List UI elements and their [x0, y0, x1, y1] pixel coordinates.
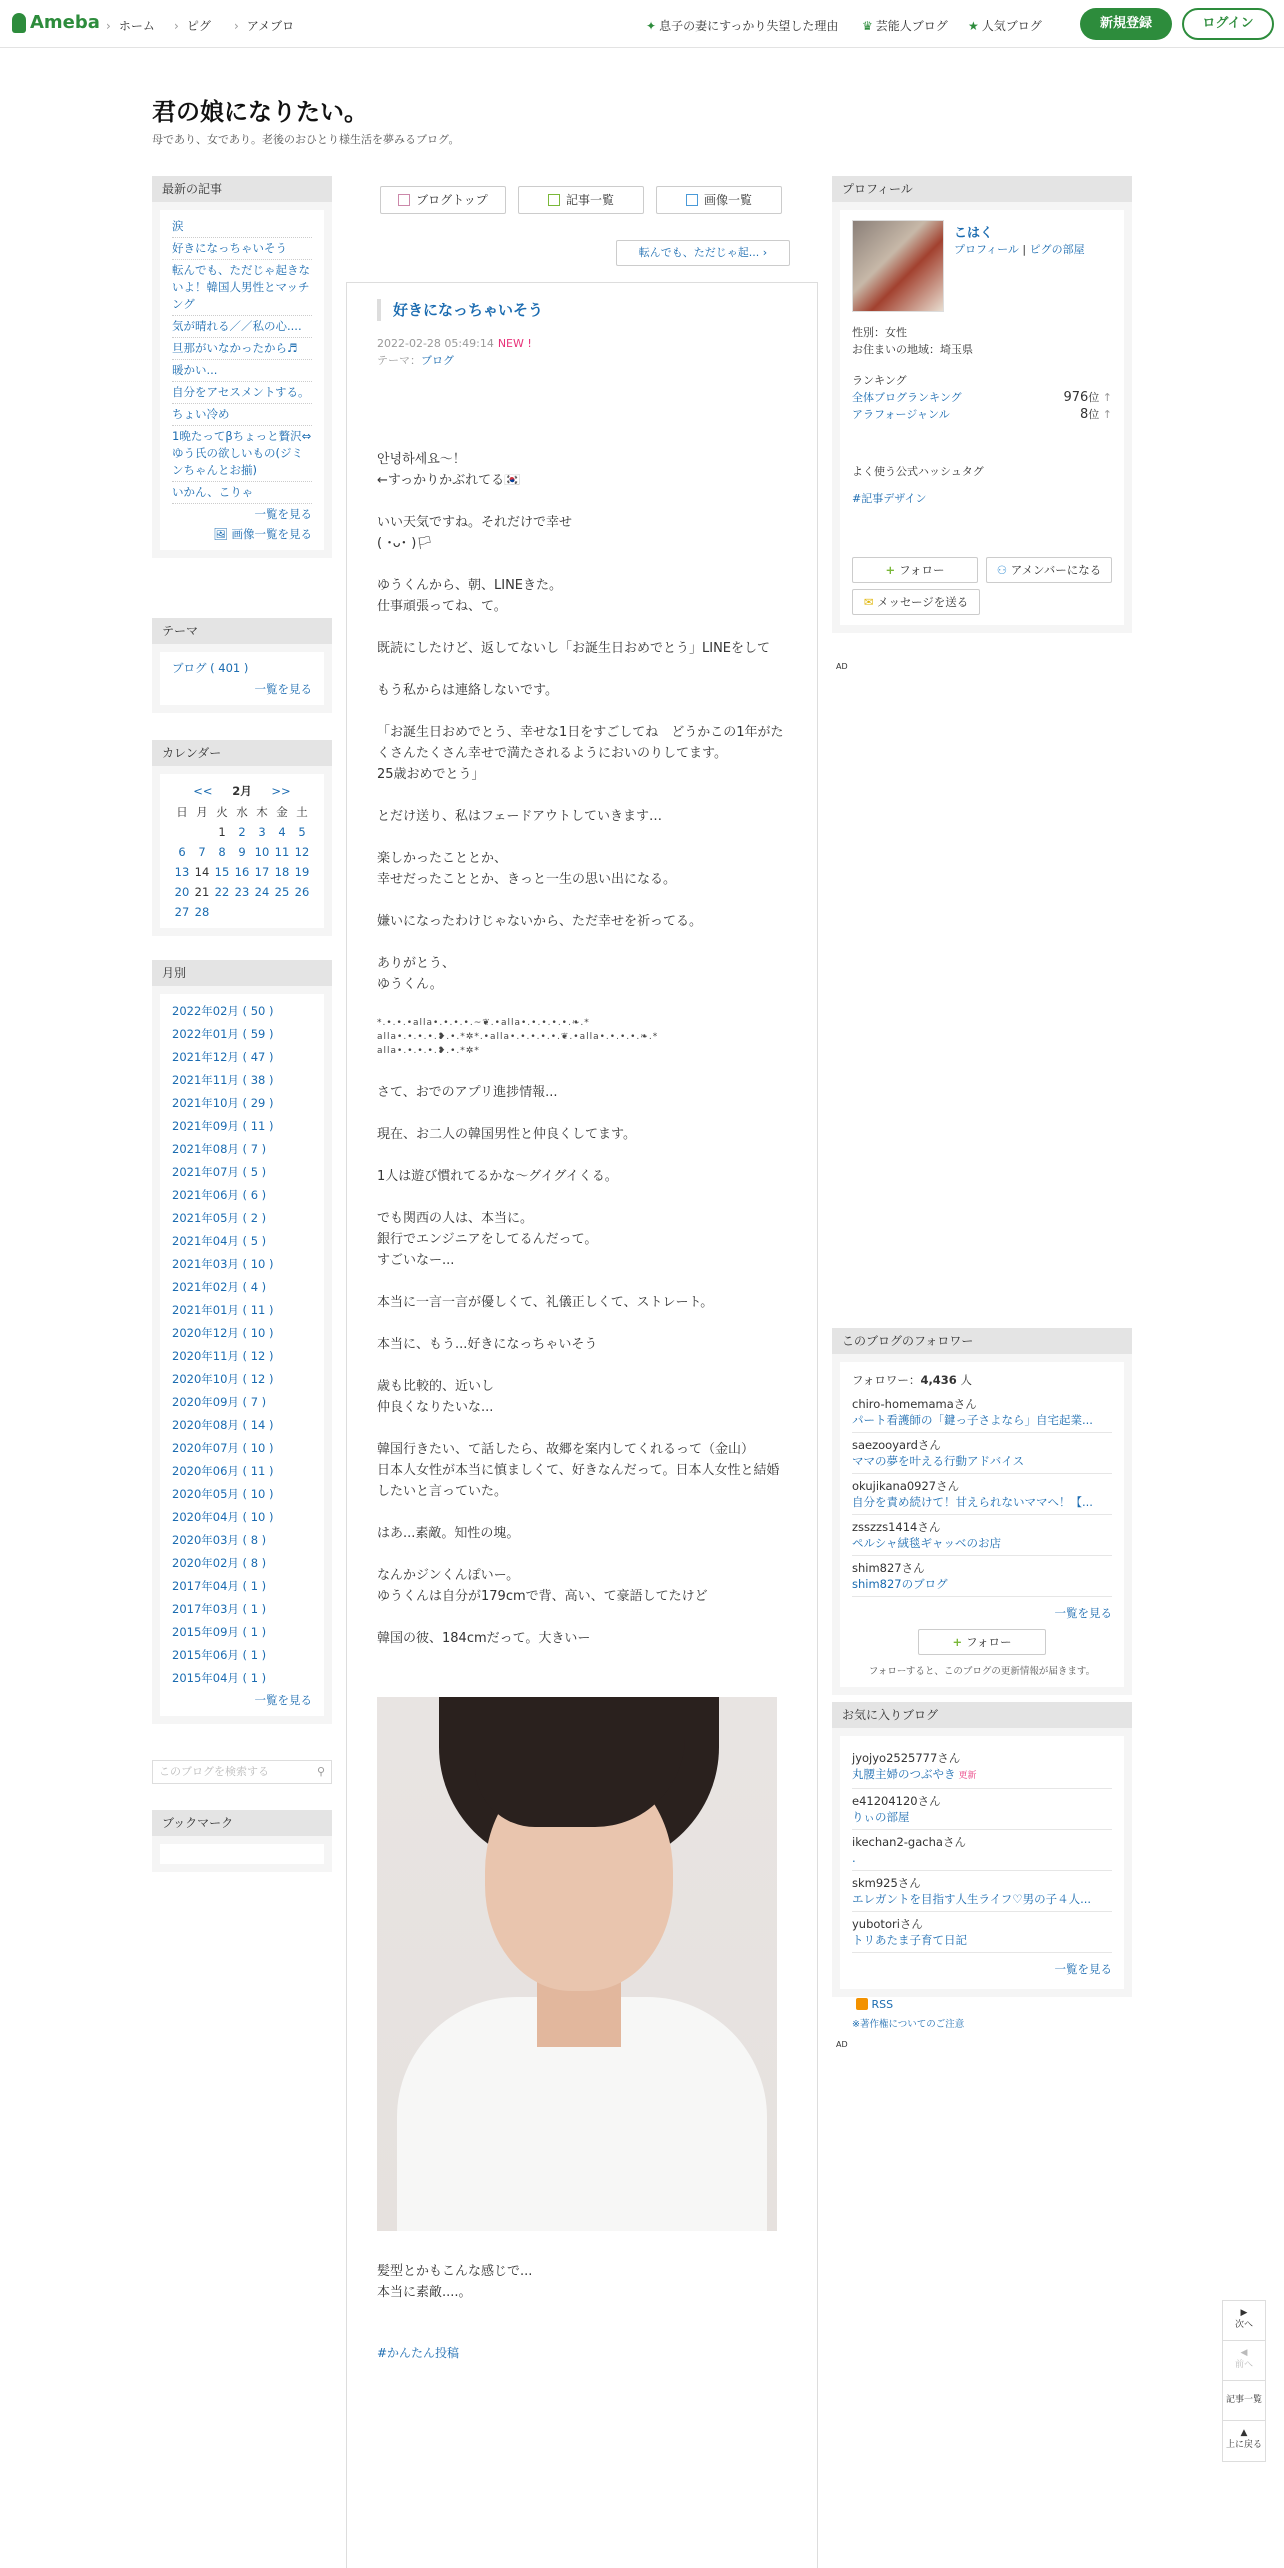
bookmark-heading: ブックマーク — [152, 1810, 332, 1836]
calendar-day[interactable]: 25 — [274, 885, 290, 899]
monthly-link[interactable]: 2020年05月 ( 10 ) — [172, 1487, 274, 1501]
mail-icon: ✉ — [863, 595, 877, 609]
recent-article-link[interactable]: 旦那がいなかったから♬ — [172, 338, 312, 360]
monthly-link[interactable]: 2020年02月 ( 8 ) — [172, 1556, 267, 1570]
ad-label-2: AD — [836, 2040, 848, 2049]
tab-article-list-label: 記事一覧 — [565, 193, 614, 207]
paragraph-text: 歳も比較的、近いし 仲良くなりたいな... — [377, 1379, 495, 1415]
calendar-day[interactable]: 23 — [234, 885, 250, 899]
follower-name: chiro-homemamaさん — [852, 1397, 977, 1411]
calendar-day[interactable]: 2 — [238, 825, 246, 839]
favorite-heading: お気に入りブログ — [832, 1702, 1132, 1728]
theme-more-link[interactable]: 一覧を見る — [254, 682, 312, 696]
recent-article-link[interactable]: 暖かい... — [172, 360, 312, 382]
article-title[interactable]: 好きになっちゃいそう — [377, 299, 787, 321]
paragraph-text: 韓国行きたい、て話したら、故郷を案内してくれるって（金山） 日本人女性が本当に慎ましくて、好きなんだって。日本人女性と結婚したいと言っていた。 — [377, 1442, 780, 1499]
article-paragraph — [377, 638, 787, 659]
article — [346, 282, 818, 2568]
follower-name: saezooyardさん — [852, 1438, 941, 1452]
calendar-day[interactable]: 7 — [198, 845, 206, 859]
recent-articles-box — [152, 176, 332, 558]
favorite-item — [852, 1789, 1112, 1830]
thanks-text: ありがとう、 ゆうくん。 — [377, 956, 456, 992]
monthly-link[interactable]: 2017年04月 ( 1 ) — [172, 1579, 267, 1593]
decorative-divider: *.•.•.•alla•.•.•.•.~❦.•alla•.•.•.•.•.❧.* alla•.•.•.•.❥.•.*✲*.•alla•.•.•.•.•.❦.•alla•.•.•.•.❧.* alla•.•.•.•.❥.•.*✲* — [377, 1018, 659, 1056]
article-paragraph — [377, 512, 787, 554]
rss-link[interactable] — [856, 1998, 893, 2011]
followers-count: 4,436 — [920, 1373, 957, 1387]
rank-genre-link[interactable]: アラフォージャンル — [852, 408, 950, 421]
paragraph-text: 嫌いになったわけじゃないから、ただ幸せを祈ってる。 — [377, 914, 703, 929]
recent-article-link[interactable]: 気が晴れる／／私の心.... — [172, 316, 312, 338]
theme-heading: テーマ — [152, 618, 332, 644]
follow-note: フォローすると、このブログの更新情報が届きます。 — [868, 1666, 1096, 1677]
article-paragraphs-1 — [377, 449, 787, 932]
recent-article-link[interactable]: 転んでも、ただじゃ起きないよ！韓国人男性とマッチング — [172, 260, 312, 316]
nav-popular-label: 人気ブログ — [981, 19, 1042, 33]
followers-count-row — [852, 1372, 1112, 1388]
calendar-day[interactable]: 11 — [274, 845, 290, 859]
nav-trend-label: 息子の妻にすっかり失望した理由 — [659, 19, 839, 33]
article-photo[interactable] — [377, 1697, 777, 2231]
article-paragraphs-2 — [377, 1082, 787, 1649]
article-paragraph — [377, 806, 787, 827]
rank-overall — [852, 389, 1112, 406]
pig-room-link[interactable]: ピグの部屋 — [1029, 243, 1085, 256]
star-icon: ★ — [968, 19, 979, 33]
article-body — [377, 449, 787, 2364]
followers-body — [840, 1362, 1124, 1687]
rank-unit: 位 — [1088, 391, 1100, 404]
calendar — [160, 774, 324, 928]
profile-area: お住まいの地域：埼玉県 — [852, 343, 973, 356]
weekday: 金 — [276, 805, 288, 819]
next-article-link[interactable] — [616, 240, 790, 266]
recent-article-link[interactable]: 涙 — [172, 216, 312, 238]
followers-box — [832, 1328, 1132, 1695]
arrow-up-icon: ↑ — [1102, 391, 1112, 404]
follower-item — [852, 1556, 1112, 1597]
article-theme-link[interactable]: ブログ — [421, 354, 454, 367]
message-label: メッセージを送る — [876, 595, 969, 609]
monthly-link[interactable]: 2021年02月 ( 4 ) — [172, 1280, 267, 1294]
follow-label: フォロー — [966, 1635, 1012, 1649]
monthly-heading: 月別 — [152, 960, 332, 986]
follower-name: zsszzs1414さん — [852, 1520, 941, 1534]
favorite-blog-title: 丸腰主婦のつぶやき — [852, 1767, 956, 1781]
calendar-day: 21 — [194, 885, 210, 899]
nav-pigg[interactable]: › ピグ — [174, 17, 211, 34]
monthly-link[interactable]: 2021年04月 ( 5 ) — [172, 1234, 267, 1248]
weekday: 月 — [196, 805, 208, 819]
paragraph-text: 「お誕生日おめでとう、幸せな1日をすごしてね どうかこの1年がたくさんたくさん幸せで満たされるようにおいのりしてます。 25歳おめでとう」 — [377, 725, 784, 782]
paragraph-text: 楽しかったこととか、 幸せだったこととか、きっと一生の思い出になる。 — [377, 851, 677, 887]
amember-button[interactable] — [986, 557, 1112, 583]
follower-blog-link[interactable]: パート看護師の「鍵っ子さよなら」自宅起業... — [852, 1413, 1093, 1427]
article-paragraph — [377, 680, 787, 701]
calendar-day[interactable]: 17 — [254, 865, 270, 879]
theme-blog-link[interactable]: ブログ ( 401 ) — [172, 661, 249, 675]
paragraph-text: とだけ送り、私はフェードアウトしていきます… — [377, 809, 662, 824]
paragraph-text: 1人は遊び慣れてるかな〜グイグイくる。 — [377, 1169, 618, 1184]
favorite-name: ikechan2-gachaさん — [852, 1835, 966, 1849]
monthly-link[interactable]: 2020年08月 ( 14 ) — [172, 1418, 274, 1432]
article-list-button[interactable] — [1223, 2381, 1265, 2421]
calendar-day[interactable]: 15 — [214, 865, 230, 879]
article-paragraph — [377, 1523, 787, 1544]
article-thanks — [377, 953, 787, 995]
next-article-label: 転んでも、ただじゃ起... — [638, 246, 760, 259]
favorite-blog-link[interactable] — [852, 1891, 1112, 1907]
theme-label: テーマ： — [377, 354, 421, 367]
follower-item — [852, 1515, 1112, 1556]
followers-unit: 人 — [960, 1373, 972, 1387]
calendar-month: 2月 — [232, 784, 252, 798]
monthly-archive-box — [152, 960, 332, 1724]
recent-images-link[interactable] — [172, 524, 312, 544]
favorite-name: jyojyo2525777さん — [852, 1751, 961, 1765]
calendar-day[interactable]: 27 — [174, 905, 190, 919]
profile-box — [832, 176, 1132, 633]
recent-article-link[interactable]: 1晩たってβちょっと贅沢⇔ゆう氏の欲しいもの(ジミンちゃんとお揃) — [172, 426, 312, 482]
monthly-link[interactable]: 2021年03月 ( 10 ) — [172, 1257, 274, 1271]
back-icon: ◀ — [1240, 2348, 1248, 2358]
profile-name[interactable]: こはく — [954, 226, 994, 241]
monthly-link[interactable]: 2015年09月 ( 1 ) — [172, 1625, 267, 1639]
calendar-day[interactable]: 12 — [294, 845, 310, 859]
article-paragraph — [377, 1292, 787, 1313]
calendar-day[interactable]: 22 — [214, 885, 230, 899]
favorite-item — [852, 1830, 1112, 1871]
paragraph-text: なんかジンくんぽいー。 ゆうくんは自分が179cmで背、高い、て豪語してたけど — [377, 1568, 708, 1604]
rank-overall-value: 976 — [1063, 390, 1089, 405]
weekday: 木 — [256, 805, 268, 819]
amember-icon: ⚇ — [996, 563, 1011, 577]
favorite-more-link[interactable]: 一覧を見る — [1054, 1962, 1112, 1976]
monthly-link[interactable]: 2015年06月 ( 1 ) — [172, 1648, 267, 1662]
ameba-logo[interactable] — [12, 12, 100, 33]
nav-trend-article[interactable] — [646, 17, 838, 34]
rss-label: RSS — [871, 1998, 894, 2011]
ad-label: AD — [836, 662, 848, 671]
monthly-link[interactable]: 2022年02月 ( 50 ) — [172, 1004, 274, 1018]
play-icon: ▶ — [1240, 2308, 1248, 2318]
article-meta — [377, 335, 787, 369]
calendar-day[interactable]: 26 — [294, 885, 310, 899]
tab-blog-top-label: ブログトップ — [416, 193, 488, 207]
nav-home[interactable]: › ホーム — [106, 17, 155, 34]
favorite-blog-title: トリあたま子育て日記 — [852, 1933, 967, 1947]
follower-blog-link[interactable]: ペルシャ絨毯ギャッベのお店 — [852, 1536, 1001, 1550]
article-paragraph — [377, 1376, 787, 1418]
follower-name: okujikana0927さん — [852, 1479, 960, 1493]
avatar[interactable] — [852, 220, 944, 312]
calendar-day[interactable]: 24 — [254, 885, 270, 899]
article-paragraph — [377, 1124, 787, 1145]
calendar-day: 1 — [218, 825, 226, 839]
crown-icon: ♛ — [862, 19, 873, 33]
article-paragraph — [377, 1166, 787, 1187]
calendar-heading: カレンダー — [152, 740, 332, 766]
weekday: 火 — [216, 805, 228, 819]
recent-more-link[interactable]: 一覧を見る — [254, 507, 312, 521]
follower-blog-link[interactable]: 自分を責め続けて！甘えられないママへ！【... — [852, 1495, 1093, 1509]
calendar-box — [152, 740, 332, 936]
favorite-blog-title: . — [852, 1851, 856, 1865]
follow-button[interactable] — [852, 557, 978, 583]
article-paragraph — [377, 848, 787, 890]
image-list-icon: 🖼 — [213, 527, 232, 541]
signup-button[interactable]: 新規登録 — [1080, 8, 1172, 40]
profile-gender: 性別：女性 — [852, 326, 907, 339]
theme-list — [160, 652, 324, 705]
monthly-link[interactable]: 2020年10月 ( 12 ) — [172, 1372, 274, 1386]
monthly-link[interactable]: 2020年12月 ( 10 ) — [172, 1326, 274, 1340]
rank-unit: 位 — [1088, 408, 1100, 421]
paragraph-text: 現在、お二人の韓国男性と仲良くしてます。 — [377, 1127, 636, 1142]
calendar-day[interactable]: 6 — [178, 845, 186, 859]
rss-icon — [856, 1998, 868, 2010]
tab-image-list-label: 画像一覧 — [703, 193, 752, 207]
new-badge: NEW ! — [497, 337, 532, 350]
follower-item — [852, 1474, 1112, 1515]
after-photo-text — [377, 2261, 787, 2303]
bookmark-list — [160, 1844, 324, 1864]
next-label: 次へ — [1234, 2320, 1253, 2330]
paragraph-text: さて、おでのアプリ進捗情報... — [377, 1085, 558, 1100]
nav-popular-blog[interactable] — [968, 17, 1042, 34]
recent-images-label: 画像一覧を見る — [231, 527, 312, 541]
favorite-blog-link[interactable] — [852, 1850, 1112, 1866]
tab-article-list[interactable] — [518, 186, 644, 214]
article-paragraph — [377, 1082, 787, 1103]
article-paragraph — [377, 1334, 787, 1355]
top-label: 上に戻る — [1225, 2440, 1262, 2450]
blog-title[interactable]: 君の娘になりたい。 — [152, 98, 368, 126]
recent-articles-heading: 最新の記事 — [152, 176, 332, 202]
monthly-link[interactable]: 2022年01月 ( 59 ) — [172, 1027, 274, 1041]
rank-genre — [852, 406, 1112, 423]
monthly-link[interactable]: 2020年07月 ( 10 ) — [172, 1441, 274, 1455]
blog-description: 母であり、女であり。老後のおひとり様生活を夢みるブログ。 — [152, 133, 460, 146]
monthly-link[interactable]: 2020年11月 ( 12 ) — [172, 1349, 274, 1363]
monthly-link[interactable]: 2021年12月 ( 47 ) — [172, 1050, 274, 1064]
weekday: 日 — [176, 805, 188, 819]
ranking-label: ランキング — [852, 374, 907, 387]
calendar-day[interactable]: 28 — [194, 905, 210, 919]
favorite-item — [852, 1871, 1112, 1912]
paragraph-text: いい天気ですね。それだけで幸せ ( ･ᴗ･ )🏳 — [377, 515, 573, 551]
message-button[interactable] — [852, 589, 980, 615]
recent-articles-list — [160, 210, 324, 550]
calendar-day[interactable]: 3 — [258, 825, 266, 839]
article-paragraph — [377, 722, 787, 785]
favorite-blog-title: りぃの部屋 — [852, 1810, 910, 1824]
article-list-label: 記事一覧 — [1225, 2395, 1262, 2405]
nav-ameblo[interactable]: › アメブロ — [234, 17, 294, 34]
article-hashtag[interactable]: #かんたん投稿 — [377, 2346, 460, 2360]
blog-search-input[interactable] — [152, 1760, 332, 1784]
weekday: 水 — [236, 805, 248, 819]
follow-button-2[interactable] — [918, 1629, 1046, 1655]
blog-top-icon — [398, 194, 410, 206]
favorite-item — [852, 1746, 1112, 1789]
follower-name: shim827さん — [852, 1561, 925, 1575]
monthly-link[interactable]: 2020年03月 ( 8 ) — [172, 1533, 267, 1547]
paragraph-text: 韓国の彼、184cmだって。大きいー — [377, 1631, 591, 1646]
follower-blog-link[interactable]: shim827のブログ — [852, 1577, 948, 1591]
article-paragraph — [377, 575, 787, 617]
favorite-name: e41204120さん — [852, 1794, 941, 1808]
calendar-day[interactable]: 13 — [174, 865, 190, 879]
calendar-day[interactable]: 19 — [294, 865, 310, 879]
article-paragraph — [377, 449, 787, 491]
hashtag-heading: よく使う公式ハッシュタグ — [852, 465, 984, 478]
monthly-more-link[interactable]: 一覧を見る — [254, 1693, 312, 1707]
followers-label: フォロワー： — [852, 1373, 921, 1387]
plus-icon: + — [885, 563, 896, 577]
monthly-link[interactable]: 2021年11月 ( 38 ) — [172, 1073, 274, 1087]
prev-label: 前へ — [1234, 2360, 1253, 2370]
global-header — [0, 0, 1284, 48]
calendar-nav — [172, 780, 312, 802]
profile-link[interactable]: プロフィール — [954, 243, 1019, 256]
follower-blog-link[interactable]: ママの夢を叶える行動アドバイス — [852, 1454, 1025, 1468]
search-icon[interactable]: ⚲ — [316, 1765, 325, 1778]
paragraph-text: ゆうくんから、朝、LINEきた。 仕事頑張ってね、て。 — [377, 578, 563, 614]
monthly-link[interactable]: 2021年10月 ( 29 ) — [172, 1096, 274, 1110]
paragraph-text: もう私からは連絡しないです。 — [377, 683, 558, 698]
arrow-up-icon: ↑ — [1102, 408, 1112, 421]
paragraph-text: 既読にしたけど、返してないし「お誕生日おめでとう」LINEをして — [377, 641, 771, 656]
favorite-blogs-box — [832, 1702, 1132, 1997]
recent-article-link[interactable]: 自分をアセスメントする。 — [172, 382, 312, 404]
favorite-blog-link[interactable] — [852, 1809, 1112, 1825]
favorite-name: skm925さん — [852, 1876, 921, 1890]
calendar-grid — [172, 802, 312, 922]
plus-icon: + — [952, 1635, 963, 1649]
monthly-link[interactable]: 2017年03月 ( 1 ) — [172, 1602, 267, 1616]
recent-article-link[interactable]: いかん、こりゃ — [172, 482, 312, 504]
article-date: 2022-02-28 05:49:14 — [377, 337, 494, 350]
favorite-blog-link[interactable] — [852, 1932, 1112, 1948]
calendar-day[interactable]: 18 — [274, 865, 290, 879]
follow-label: フォロー — [899, 563, 945, 577]
next-post-button[interactable] — [1223, 2301, 1265, 2341]
calendar-day[interactable]: 10 — [254, 845, 270, 859]
official-hashtag-link[interactable]: #記事デザイン — [852, 492, 927, 505]
follower-item — [852, 1392, 1112, 1433]
weekday: 土 — [296, 805, 308, 819]
favorite-list — [852, 1746, 1112, 1953]
calendar-day — [172, 822, 192, 842]
article-paragraph — [377, 1565, 787, 1607]
article-paragraph — [377, 1439, 787, 1502]
monthly-link[interactable]: 2021年07月 ( 5 ) — [172, 1165, 267, 1179]
article-paragraph — [377, 1208, 787, 1271]
follower-item — [852, 1433, 1112, 1474]
calendar-prev[interactable]: << — [193, 784, 213, 798]
tab-blog-top[interactable] — [380, 186, 506, 214]
calendar-next[interactable]: >> — [271, 784, 291, 798]
calendar-day: 14 — [194, 865, 210, 879]
chevron-right-icon: › — [762, 246, 768, 259]
calendar-day — [192, 822, 212, 842]
rank-overall-link[interactable]: 全体ブログランキング — [852, 391, 962, 404]
amember-label: アメンバーになる — [1010, 563, 1102, 577]
paragraph-text: はあ...素敵。知性の塊。 — [377, 1526, 520, 1541]
back-to-top-button[interactable] — [1223, 2421, 1265, 2461]
nav-celebrity-blog[interactable] — [862, 17, 948, 34]
profile-heading: プロフィール — [832, 176, 1132, 202]
article-list-icon — [548, 194, 560, 206]
followers-more-link[interactable]: 一覧を見る — [1054, 1606, 1112, 1620]
sparkle-icon: ✦ — [646, 19, 657, 33]
monthly-link[interactable]: 2021年08月 ( 7 ) — [172, 1142, 267, 1156]
article-paragraph — [377, 911, 787, 932]
monthly-link[interactable]: 2021年05月 ( 2 ) — [172, 1211, 267, 1225]
favorite-name: yubotoriさん — [852, 1917, 923, 1931]
monthly-link[interactable]: 2020年09月 ( 7 ) — [172, 1395, 267, 1409]
theme-box — [152, 618, 332, 713]
image-list-icon — [686, 194, 698, 206]
calendar-day[interactable]: 8 — [218, 845, 226, 859]
followers-heading: このブログのフォロワー — [832, 1328, 1132, 1354]
calendar-day[interactable]: 20 — [174, 885, 190, 899]
monthly-link[interactable]: 2020年04月 ( 10 ) — [172, 1510, 274, 1524]
bookmark-box — [152, 1810, 332, 1872]
recent-article-link[interactable]: ちょい冷め — [172, 404, 312, 426]
monthly-link[interactable]: 2021年06月 ( 6 ) — [172, 1188, 267, 1202]
recent-article-link[interactable]: 好きになっちゃいそう — [172, 238, 312, 260]
monthly-list — [160, 994, 324, 1716]
update-badge: 更新 — [958, 1771, 977, 1781]
calendar-day[interactable]: 9 — [238, 845, 246, 859]
after-photo-span: 髪型とかもこんな感じで... 本当に素敵....。 — [377, 2264, 533, 2300]
paragraph-text: 本当に一言一言が優しくて、礼儀正しくて、ストレート。 — [377, 1295, 714, 1310]
paragraph-text: 안녕하세요〜！ ←すっかりかぶれてる🇰🇷 — [377, 452, 521, 488]
login-button[interactable]: ログイン — [1182, 8, 1274, 40]
monthly-link[interactable]: 2020年06月 ( 11 ) — [172, 1464, 274, 1478]
paragraph-text: でも関西の人は、本当に。 銀行でエンジニアをしてるんだって。 すごいなー... — [377, 1211, 598, 1268]
search-placeholder: このブログを検索する — [159, 1765, 269, 1778]
rank-genre-value: 8 — [1080, 407, 1089, 422]
monthly-link[interactable]: 2015年04月 ( 1 ) — [172, 1671, 267, 1685]
copyright-link[interactable]: ※著作権についてのご注意 — [852, 2019, 965, 2030]
calendar-day[interactable]: 5 — [298, 825, 306, 839]
tab-image-list[interactable] — [656, 186, 782, 214]
profile-body: こはく プロフィール | ピグの部屋 性別：女性 お住まいの地域：埼玉県 ランキング 全体ブログランキング 976位 ↑ アラフォージャンル 8位 ↑ よく使う公式ハッシュタグ #記事デザイン + フォロー ⚇ アメンバーになる ✉ メッセージを送る — [840, 210, 1124, 625]
favorite-item — [852, 1912, 1112, 1953]
nav-celebrity-label: 芸能人ブログ — [875, 19, 948, 33]
calendar-day[interactable]: 16 — [234, 865, 250, 879]
ameba-logo-icon — [12, 13, 26, 33]
monthly-link[interactable]: 2021年09月 ( 11 ) — [172, 1119, 274, 1133]
logo-text: Ameba — [30, 12, 100, 33]
prev-post-button[interactable] — [1223, 2341, 1265, 2381]
article-paragraph — [377, 1628, 787, 1649]
favorite-blog-link[interactable] — [852, 1766, 1112, 1784]
monthly-link[interactable]: 2021年01月 ( 11 ) — [172, 1303, 274, 1317]
paragraph-text: 本当に、もう...好きになっちゃいそう — [377, 1337, 598, 1352]
favorite-body — [840, 1736, 1124, 1989]
favorite-blog-title: エレガントを目指す人生ライフ♡男の子４人... — [852, 1892, 1092, 1906]
floating-nav — [1222, 2300, 1266, 2462]
calendar-day[interactable]: 4 — [278, 825, 286, 839]
up-icon: ▲ — [1240, 2428, 1248, 2438]
followers-list — [852, 1392, 1112, 1597]
